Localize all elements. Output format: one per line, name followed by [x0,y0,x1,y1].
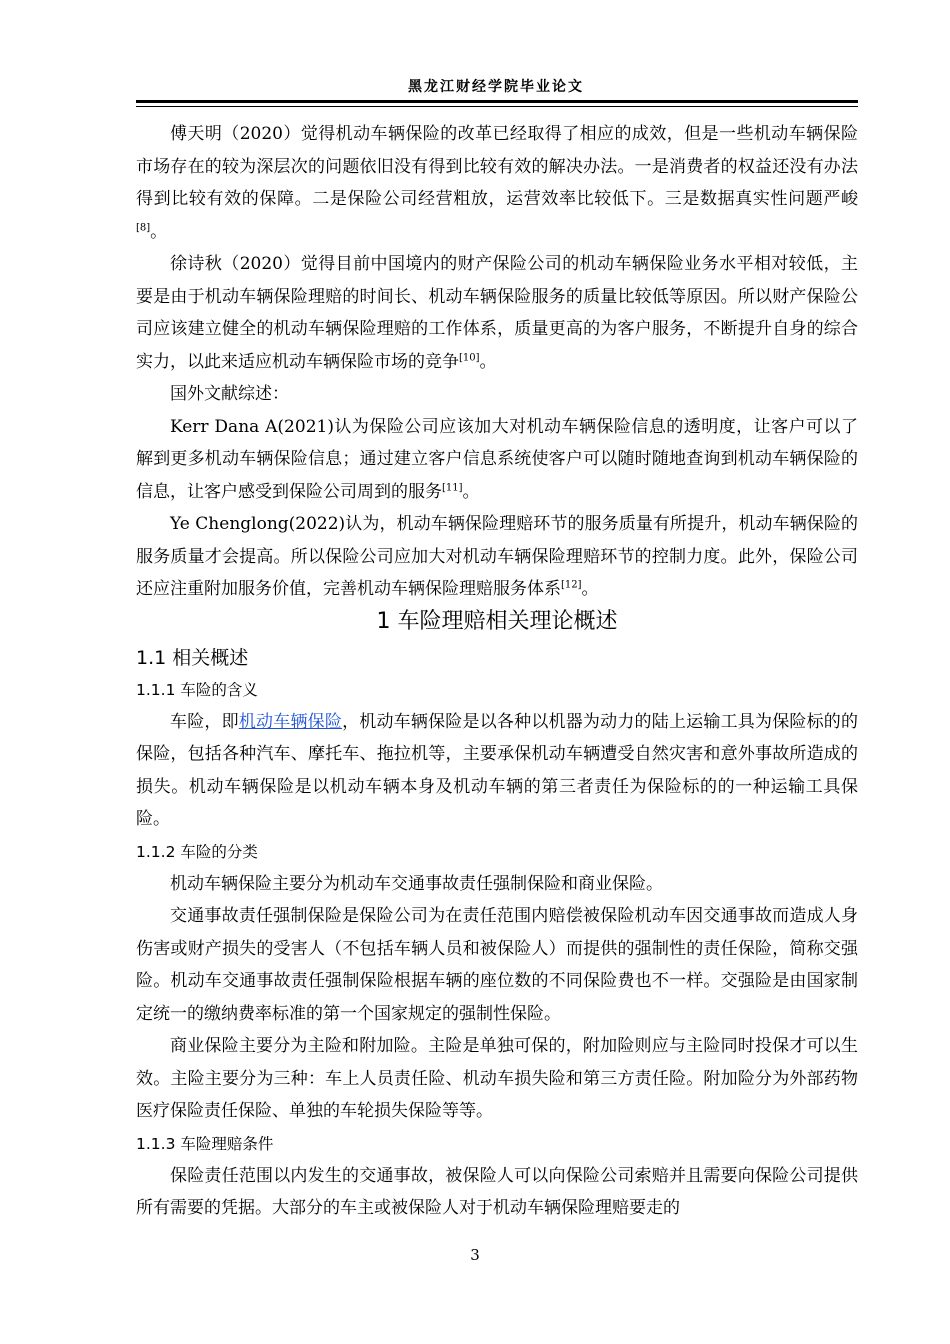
paragraph: 保险责任范围以内发生的交通事故，被保险人可以向保险公司索赔并且需要向保险公司提供所有需要的凭据。大部分的车主或被保险人对于机动车辆保险理赔要走的 [136,1165,858,1218]
page-number: 3 [470,1246,480,1264]
paragraph-text: Kerr Dana A(2021)认为保险公司应该加大对机动车辆保险信息的透明度，让客户可以了解到更多机动车辆保险信息；通过建立客户信息系统使客户可以随时随地查询到机动车辆保险的信息，让客户感受到保险公司周到的服务 [136,416,858,502]
paragraph-text: 傅天明（2020）觉得机动车辆保险的改革已经取得了相应的成效，但是一些机动车辆保险市场存在的较为深层次的问题依旧没有得到比较有效的解决办法。一是消费者的权益还没有办法得到比较有效的保障。二是保险公司经营粗放，运营效率比较低下。三是数据真实性问题严峻 [136,124,858,209]
document-body [136,118,858,1225]
citation-ref: [11] [442,481,463,493]
header-rule-thin [136,106,858,107]
paragraph [136,411,858,509]
subsection-heading: 1.1.3 车险理赔条件 [136,1134,274,1153]
citation-ref: [8] [136,221,151,233]
paragraph [136,508,858,606]
paragraph [136,118,858,248]
paragraph [136,248,858,378]
citation-ref: [10] [459,351,480,363]
paragraph-end: 。 [581,579,599,599]
paragraph-text: ，机动车辆保险是以各种以机器为动力的陆上运输工具为保险标的的保险，包括各种汽车、摩托车、拖拉机等，主要承保机动车辆遭受自然灾害和意外事故所造成的损失。机动车辆保险是以机动车辆本身及机动车辆的第三者责任为保险标的的一种运输工具保险。 [136,711,859,829]
paragraph-end: 。 [479,351,497,372]
paragraph: 国外文献综述： [170,384,289,404]
paragraph-text: 车险，即 [170,711,239,732]
paragraph-end: 。 [150,221,168,242]
paragraph-end: 。 [462,481,480,502]
chapter-title: 1 车险理赔相关理论概述 [376,608,618,634]
paragraph: 商业保险主要分为主险和附加险。主险是单独可保的，附加险则应与主险同时投保才可以生效。主险主要分为三种：车上人员责任险、机动车损失险和第三方责任险。附加险分为外部药物医疗保险责任保险、单独的车轮损失保险等等。 [136,1036,858,1121]
hyperlink[interactable]: 机动车辆保险 [238,711,343,732]
paragraph: 交通事故责任强制保险是保险公司为在责任范围内赔偿被保险机动车因交通事故而造成人身伤害或财产损失的受害人（不包括车辆人员和被保险人）而提供的强制性的责任保险，简称交强险。机动车交通事故责任强制保险根据车辆的座位数的不同保险费也不一样。交强险是由国家制定统一的缴纳费率标准的第一个国家规定的强制性保险。 [136,906,858,1024]
subsection-heading: 1.1.1 车险的含义 [136,680,258,699]
header-rule-thick [136,100,858,103]
subsection-heading: 1.1.2 车险的分类 [136,842,258,861]
paragraph-text: Ye Chenglong(2022)认为，机动车辆保险理赔环节的服务质量有所提升，机动车辆保险的服务质量才会提高。所以保险公司应加大对机动车辆保险理赔环节的控制力度。此外，保险公司还应注重附加服务价值，完善机动车辆保险理赔服务体系 [136,514,858,599]
citation-ref: [12] [561,579,582,591]
paragraph [136,706,858,836]
paragraph-text: 徐诗秋（2020）觉得目前中国境内的财产保险公司的机动车辆保险业务水平相对较低，主要是由于机动车辆保险理赔的时间长、机动车辆保险服务的质量比较低等原因。所以财产保险公司应该建立健全的机动车辆保险理赔的工作体系，质量更高的为客户服务，不断提升自身的综合实力，以此来适应机动车辆保险市场的竞争 [136,254,858,372]
page-header: 黑龙江财经学院毕业论文 [408,79,584,95]
section-heading: 1.1 相关概述 [136,646,249,669]
paragraph: 机动车辆保险主要分为机动车交通事故责任强制保险和商业保险。 [170,873,663,894]
